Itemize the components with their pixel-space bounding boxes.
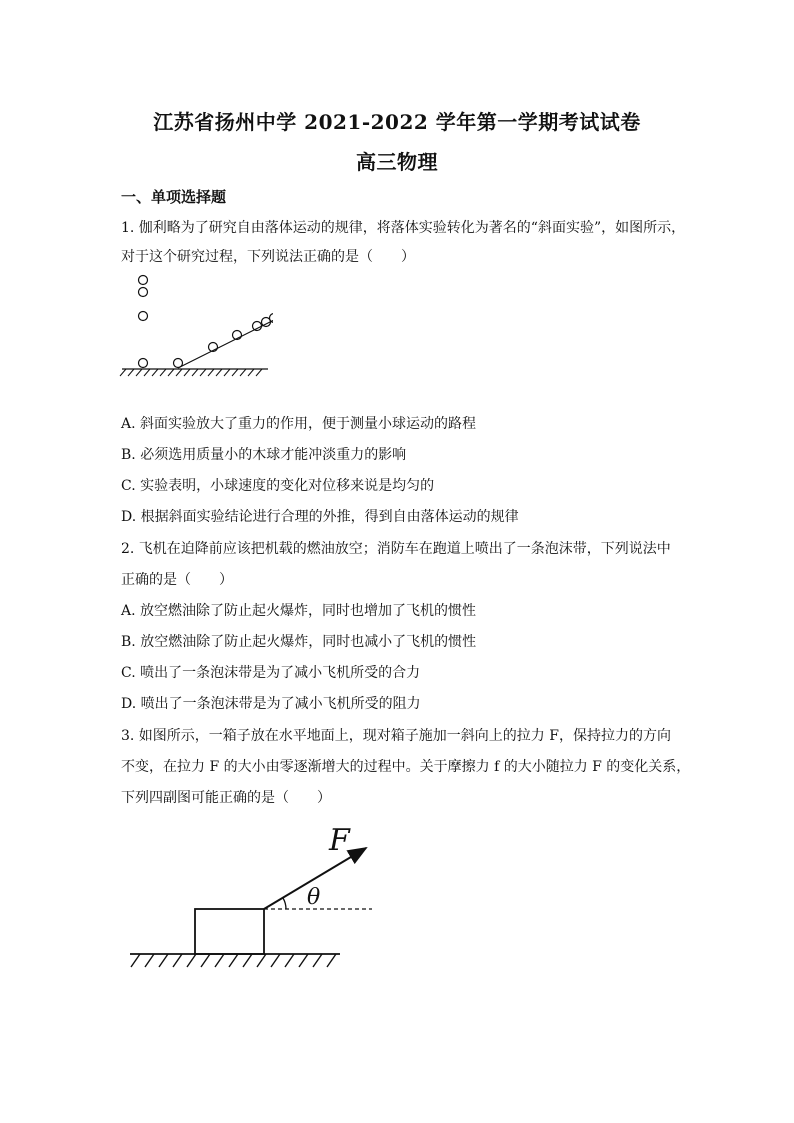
- ball: [139, 359, 148, 368]
- q3-line-3: 下列四副图可能正确的是（ ）: [121, 790, 331, 806]
- exam-subtitle: 高三物理: [356, 150, 438, 174]
- ball: [139, 288, 148, 297]
- angle-label: θ: [307, 885, 321, 910]
- ball: [139, 276, 148, 285]
- q2-line-2: 正确的是（ ）: [121, 572, 233, 588]
- q1-option-a: A. 斜面实验放大了重力的作用，便于测量小球运动的路程: [121, 416, 477, 432]
- q3-line-2: 不变，在拉力 F 的大小由零逐渐增大的过程中。关于摩擦力 f 的大小随拉力 F 的变化关系，: [121, 759, 691, 775]
- q1-line-1: 1. 伽利略为了研究自由落体运动的规律，将落体实验转化为著名的“斜面实验”，如图所示，: [121, 220, 686, 236]
- ground-hatching: [131, 954, 336, 967]
- force-label: F: [329, 823, 350, 858]
- q1-incline-figure: [118, 272, 273, 378]
- ground-hatching: [120, 369, 262, 376]
- q2-line-1: 2. 飞机在迫降前应该把机载的燃油放空；消防车在跑道上喷出了一条泡沫带，下列说法中: [121, 541, 671, 557]
- q2-option-d: D. 喷出了一条泡沫带是为了减小飞机所受的阻力: [121, 696, 421, 712]
- section-heading: 一、单项选择题: [121, 188, 227, 206]
- q2-option-a: A. 放空燃油除了防止起火爆炸，同时也增加了飞机的惯性: [121, 603, 477, 619]
- q1-line-2: 对于这个研究过程，下列说法正确的是（ ）: [121, 249, 415, 265]
- incline-surface: [178, 318, 273, 368]
- exam-title: 江苏省扬州中学 2021-2022 学年第一学期考试试卷: [153, 110, 641, 134]
- q3-box-force-figure: [126, 818, 376, 974]
- angle-arc: [283, 898, 286, 909]
- q1-option-c: C. 实验表明，小球速度的变化对位移来说是均匀的: [121, 478, 435, 494]
- box: [195, 909, 264, 954]
- q2-option-b: B. 放空燃油除了防止起火爆炸，同时也减小了飞机的惯性: [121, 634, 477, 650]
- q1-option-b: B. 必须选用质量小的木球才能冲淡重力的影响: [121, 447, 407, 463]
- ball: [174, 359, 183, 368]
- q3-line-1: 3. 如图所示，一箱子放在水平地面上，现对箱子施加一斜向上的拉力 F，保持拉力的方向: [121, 728, 671, 744]
- ball: [139, 312, 148, 321]
- q2-option-c: C. 喷出了一条泡沫带是为了减小飞机所受的合力: [121, 665, 421, 681]
- q1-option-d: D. 根据斜面实验结论进行合理的外推，得到自由落体运动的规律: [121, 509, 519, 525]
